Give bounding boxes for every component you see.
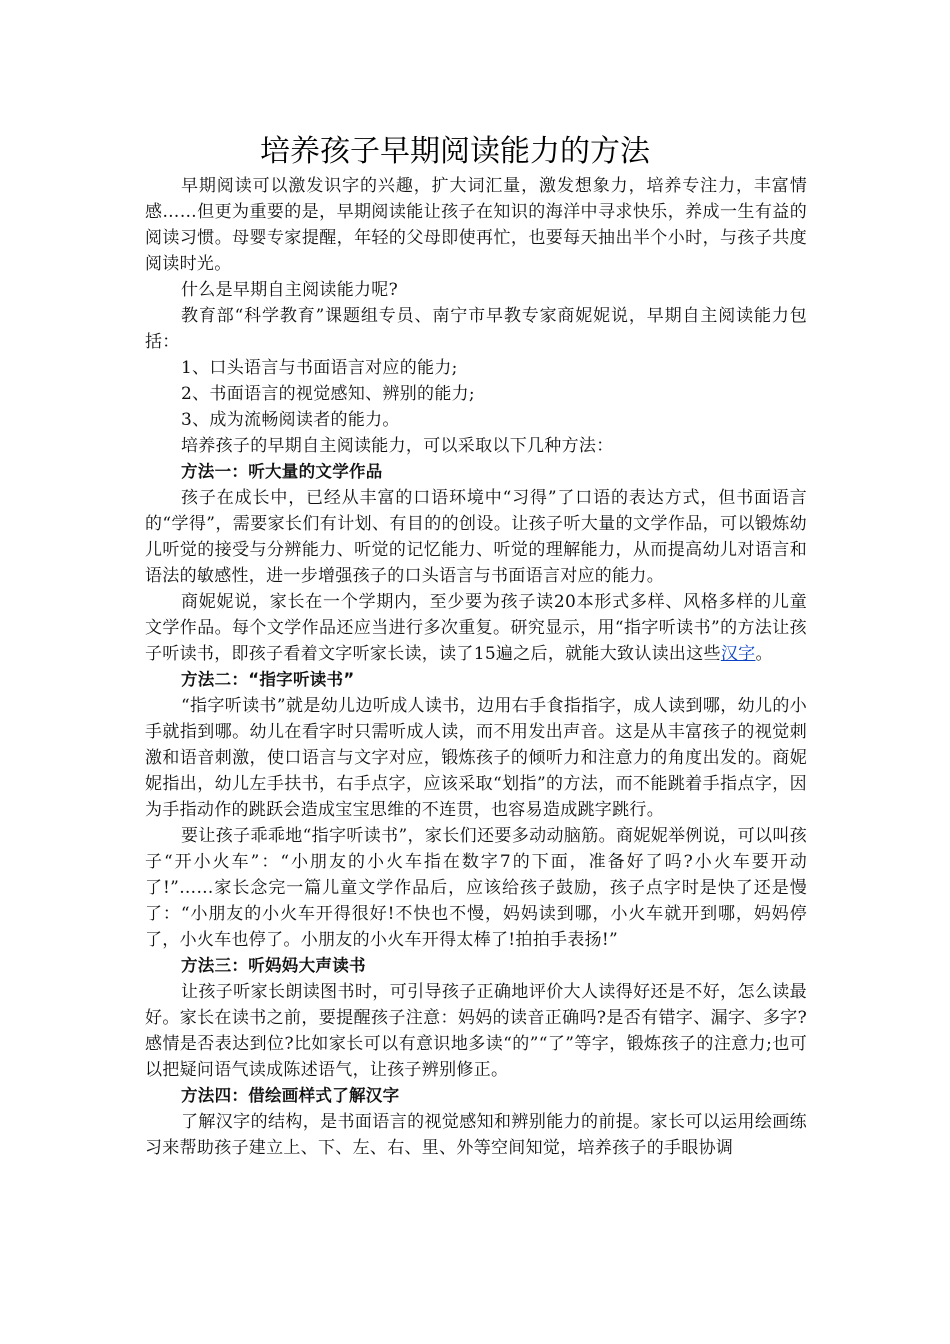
method2-heading: 方法二：“指字听读书”	[181, 670, 355, 689]
expert-paragraph: 教育部“科学教育”课题组专员、南宁市早教专家商妮妮说，早期自主阅读能力包括：	[145, 306, 807, 352]
method1-p2-end: 。	[755, 644, 773, 664]
document-body	[145, 173, 807, 1161]
method4-heading: 方法四：借绘画样式了解汉字	[181, 1086, 400, 1105]
question-paragraph: 什么是早期自主阅读能力呢?	[181, 280, 399, 300]
method2-paragraph: “指字听读书”就是幼儿边听成人读书，边用右手食指指字，成人读到哪，幼儿的小手就指到哪。幼儿在看字时只需听成人读，而不用发出声音。这是从丰富孩子的视觉刺激和语音刺激，使口语言与文字对应，锻炼孩子的倾听力和注意力的角度出发的。商妮妮指出，幼儿左手扶书，右手点字，应该采取“划指”的方法，而不能跳着手指点字，因为手指动作的跳跃会造成宝宝思维的不连贯，也容易造成跳字跳行。	[145, 696, 807, 820]
document-title: 培养孩子早期阅读能力的方法	[260, 134, 650, 169]
ability-item: 1、口头语言与书面语言对应的能力;	[181, 358, 458, 378]
method1-paragraph-2	[145, 589, 807, 667]
methods-intro-paragraph: 培养孩子的早期自主阅读能力，可以采取以下几种方法：	[181, 436, 614, 456]
method1-heading: 方法一：听大量的文学作品	[181, 462, 383, 481]
method1-p2-text: 商妮妮说，家长在一个学期内，至少要为孩子读20本形式多样、风格多样的儿童文学作品。每个文学作品还应当进行多次重复。研究显示，用“指字听读书”的方法让孩子听读书，即孩子看着文字听家长读，读了15遍之后，就能大致认读出这些	[145, 592, 807, 664]
method4-paragraph: 了解汉字的结构，是书面语言的视觉感知和辨别能力的前提。家长可以运用绘画练习来帮助孩子建立上、下、左、右、里、外等空间知觉，培养孩子的手眼协调	[145, 1112, 807, 1158]
method3-heading: 方法三：听妈妈大声读书	[181, 956, 366, 975]
ability-item: 2、书面语言的视觉感知、辨别的能力;	[181, 384, 475, 404]
hanzi-link[interactable]: 汉字	[720, 644, 756, 664]
method1-paragraph: 孩子在成长中，已经从丰富的口语环境中“习得”了口语的表达方式，但书面语言的“学得”，需要家长们有计划、有目的的创设。让孩子听大量的文学作品，可以锻炼幼儿听觉的接受与分辨能力、听觉的记忆能力、听觉的理解能力，从而提高幼儿对语言和语法的敏感性，进一步增强孩子的口头语言与书面语言对应的能力。	[145, 488, 807, 586]
method3-paragraph: 让孩子听家长朗读图书时，可引导孩子正确地评价大人读得好还是不好，怎么读最好。家长在读书之前，要提醒孩子注意：妈妈的读音正确吗?是否有错字、漏字、多字?感情是否表达到位?比如家长可以有意识地多读“的”“了”等字，锻炼孩子的注意力;也可以把疑问语气读成陈述语气，让孩子辨别修正。	[145, 982, 807, 1080]
intro-paragraph: 早期阅读可以激发识字的兴趣，扩大词汇量，激发想象力，培养专注力，丰富情感……但更为重要的是，早期阅读能让孩子在知识的海洋中寻求快乐，养成一生有益的阅读习惯。母婴专家提醒，年轻的父母即使再忙，也要每天抽出半个小时，与孩子共度阅读时光。	[145, 176, 807, 274]
ability-item: 3、成为流畅阅读者的能力。	[181, 410, 400, 430]
method2-paragraph-2: 要让孩子乖乖地“指字听读书”，家长们还要多动动脑筋。商妮妮举例说，可以叫孩子“开小火车”：“小朋友的小火车指在数字7的下面，准备好了吗?小火车要开动了!”……家长念完一篇儿童文学作品后，应该给孩子鼓励，孩子点字时是快了还是慢了：“小朋友的小火车开得很好!不快也不慢，妈妈读到哪，小火车就开到哪，妈妈停了，小火车也停了。小朋友的小火车开得太棒了!拍拍手表扬!”	[145, 826, 807, 950]
